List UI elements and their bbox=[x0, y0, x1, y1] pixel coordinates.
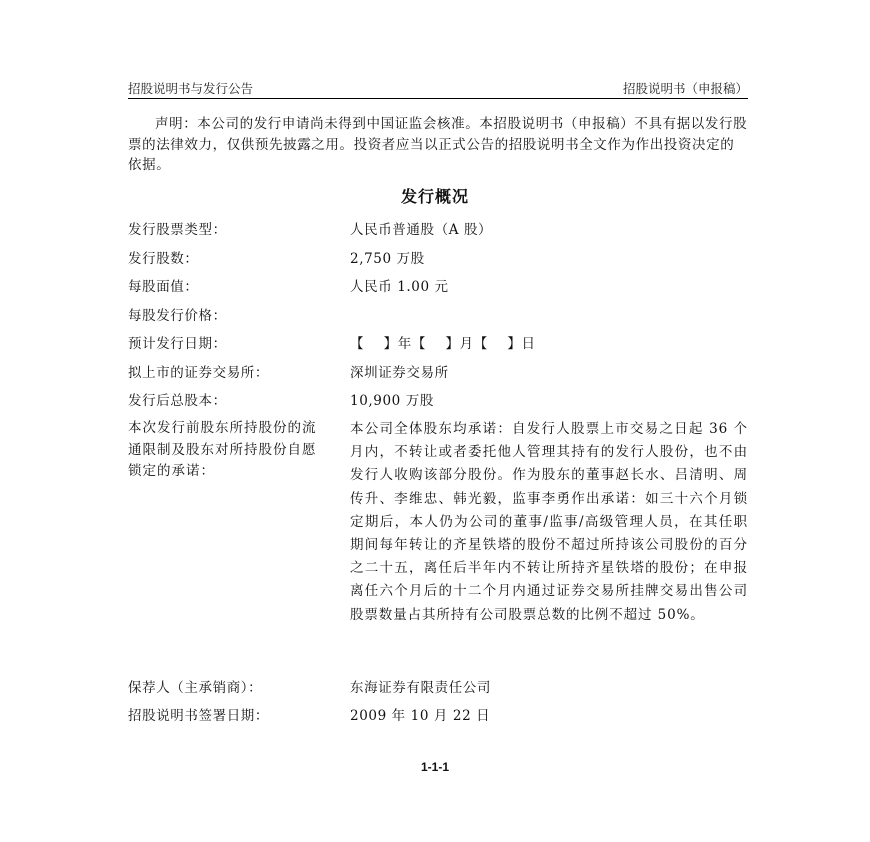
header-right-text: 招股说明书（申报稿） bbox=[622, 81, 748, 96]
issue-date-value: 【 】年【 】月【 】日 bbox=[350, 336, 536, 352]
stock-type-label: 发行股票类型： bbox=[128, 222, 227, 238]
section-title: 发行概况 bbox=[400, 187, 469, 206]
page-header bbox=[128, 79, 748, 97]
issue-price-label: 每股发行价格： bbox=[128, 308, 227, 324]
issue-date-label: 预计发行日期： bbox=[128, 336, 227, 352]
sponsor-label: 保荐人（主承销商）： bbox=[128, 680, 263, 696]
sign-date-value: 2009 年 10 月 22 日 bbox=[350, 708, 491, 724]
header-divider bbox=[128, 98, 748, 99]
header-left-text: 招股说明书与发行公告 bbox=[128, 81, 254, 96]
stock-type-value: 人民币普通股（A 股） bbox=[350, 222, 493, 238]
sponsor-value: 东海证券有限责任公司 bbox=[350, 680, 491, 696]
lockup-commitment-text: 本公司全体股东均承诺：自发行人股票上市交易之日起 36 个月内，不转让或者委托他人管理其持有的发行人股份，也不由发行人收购该部分股份。作为股东的董事赵长水、吕清明、周传升、李维忠、韩光毅，监事李勇作出承诺：如三十六个月锁定期后，本人仍为公司的董事/监事/高级管理人员，在其任职期间每年转让的齐星铁塔的股份不超过所持该公司股份的百分之二十五，离任后半年内不转让所持齐星铁塔的股份；在申报离任六个月后的十二个月内通过证券交易所挂牌交易出售公司股票数量占其所持有公司股票总数的比例不超过 50%。 bbox=[350, 421, 748, 623]
total-capital-label: 发行后总股本： bbox=[128, 393, 227, 409]
share-count-label: 发行股数： bbox=[128, 251, 199, 267]
sign-date-label: 招股说明书签署日期： bbox=[128, 708, 269, 724]
exchange-value: 深圳证券交易所 bbox=[350, 365, 449, 381]
par-value-value: 人民币 1.00 元 bbox=[350, 279, 449, 295]
total-capital-value: 10,900 万股 bbox=[350, 393, 434, 409]
exchange-label: 拟上市的证券交易所： bbox=[128, 365, 269, 381]
declaration-paragraph: 声明：本公司的发行申请尚未得到中国证监会核准。本招股说明书（申报稿）不具有据以发行股票的法律效力，仅供预先披露之用。投资者应当以正式公告的招股说明书全文作为作出投资决定的依据。 bbox=[128, 116, 748, 173]
par-value-label: 每股面值： bbox=[128, 279, 199, 295]
share-count-value: 2,750 万股 bbox=[350, 251, 425, 267]
lockup-commitment-label: 本次发行前股东所持股份的流通限制及股东对所持股份自愿锁定的承诺： bbox=[128, 420, 317, 479]
page-number: 1-1-1 bbox=[420, 760, 449, 774]
